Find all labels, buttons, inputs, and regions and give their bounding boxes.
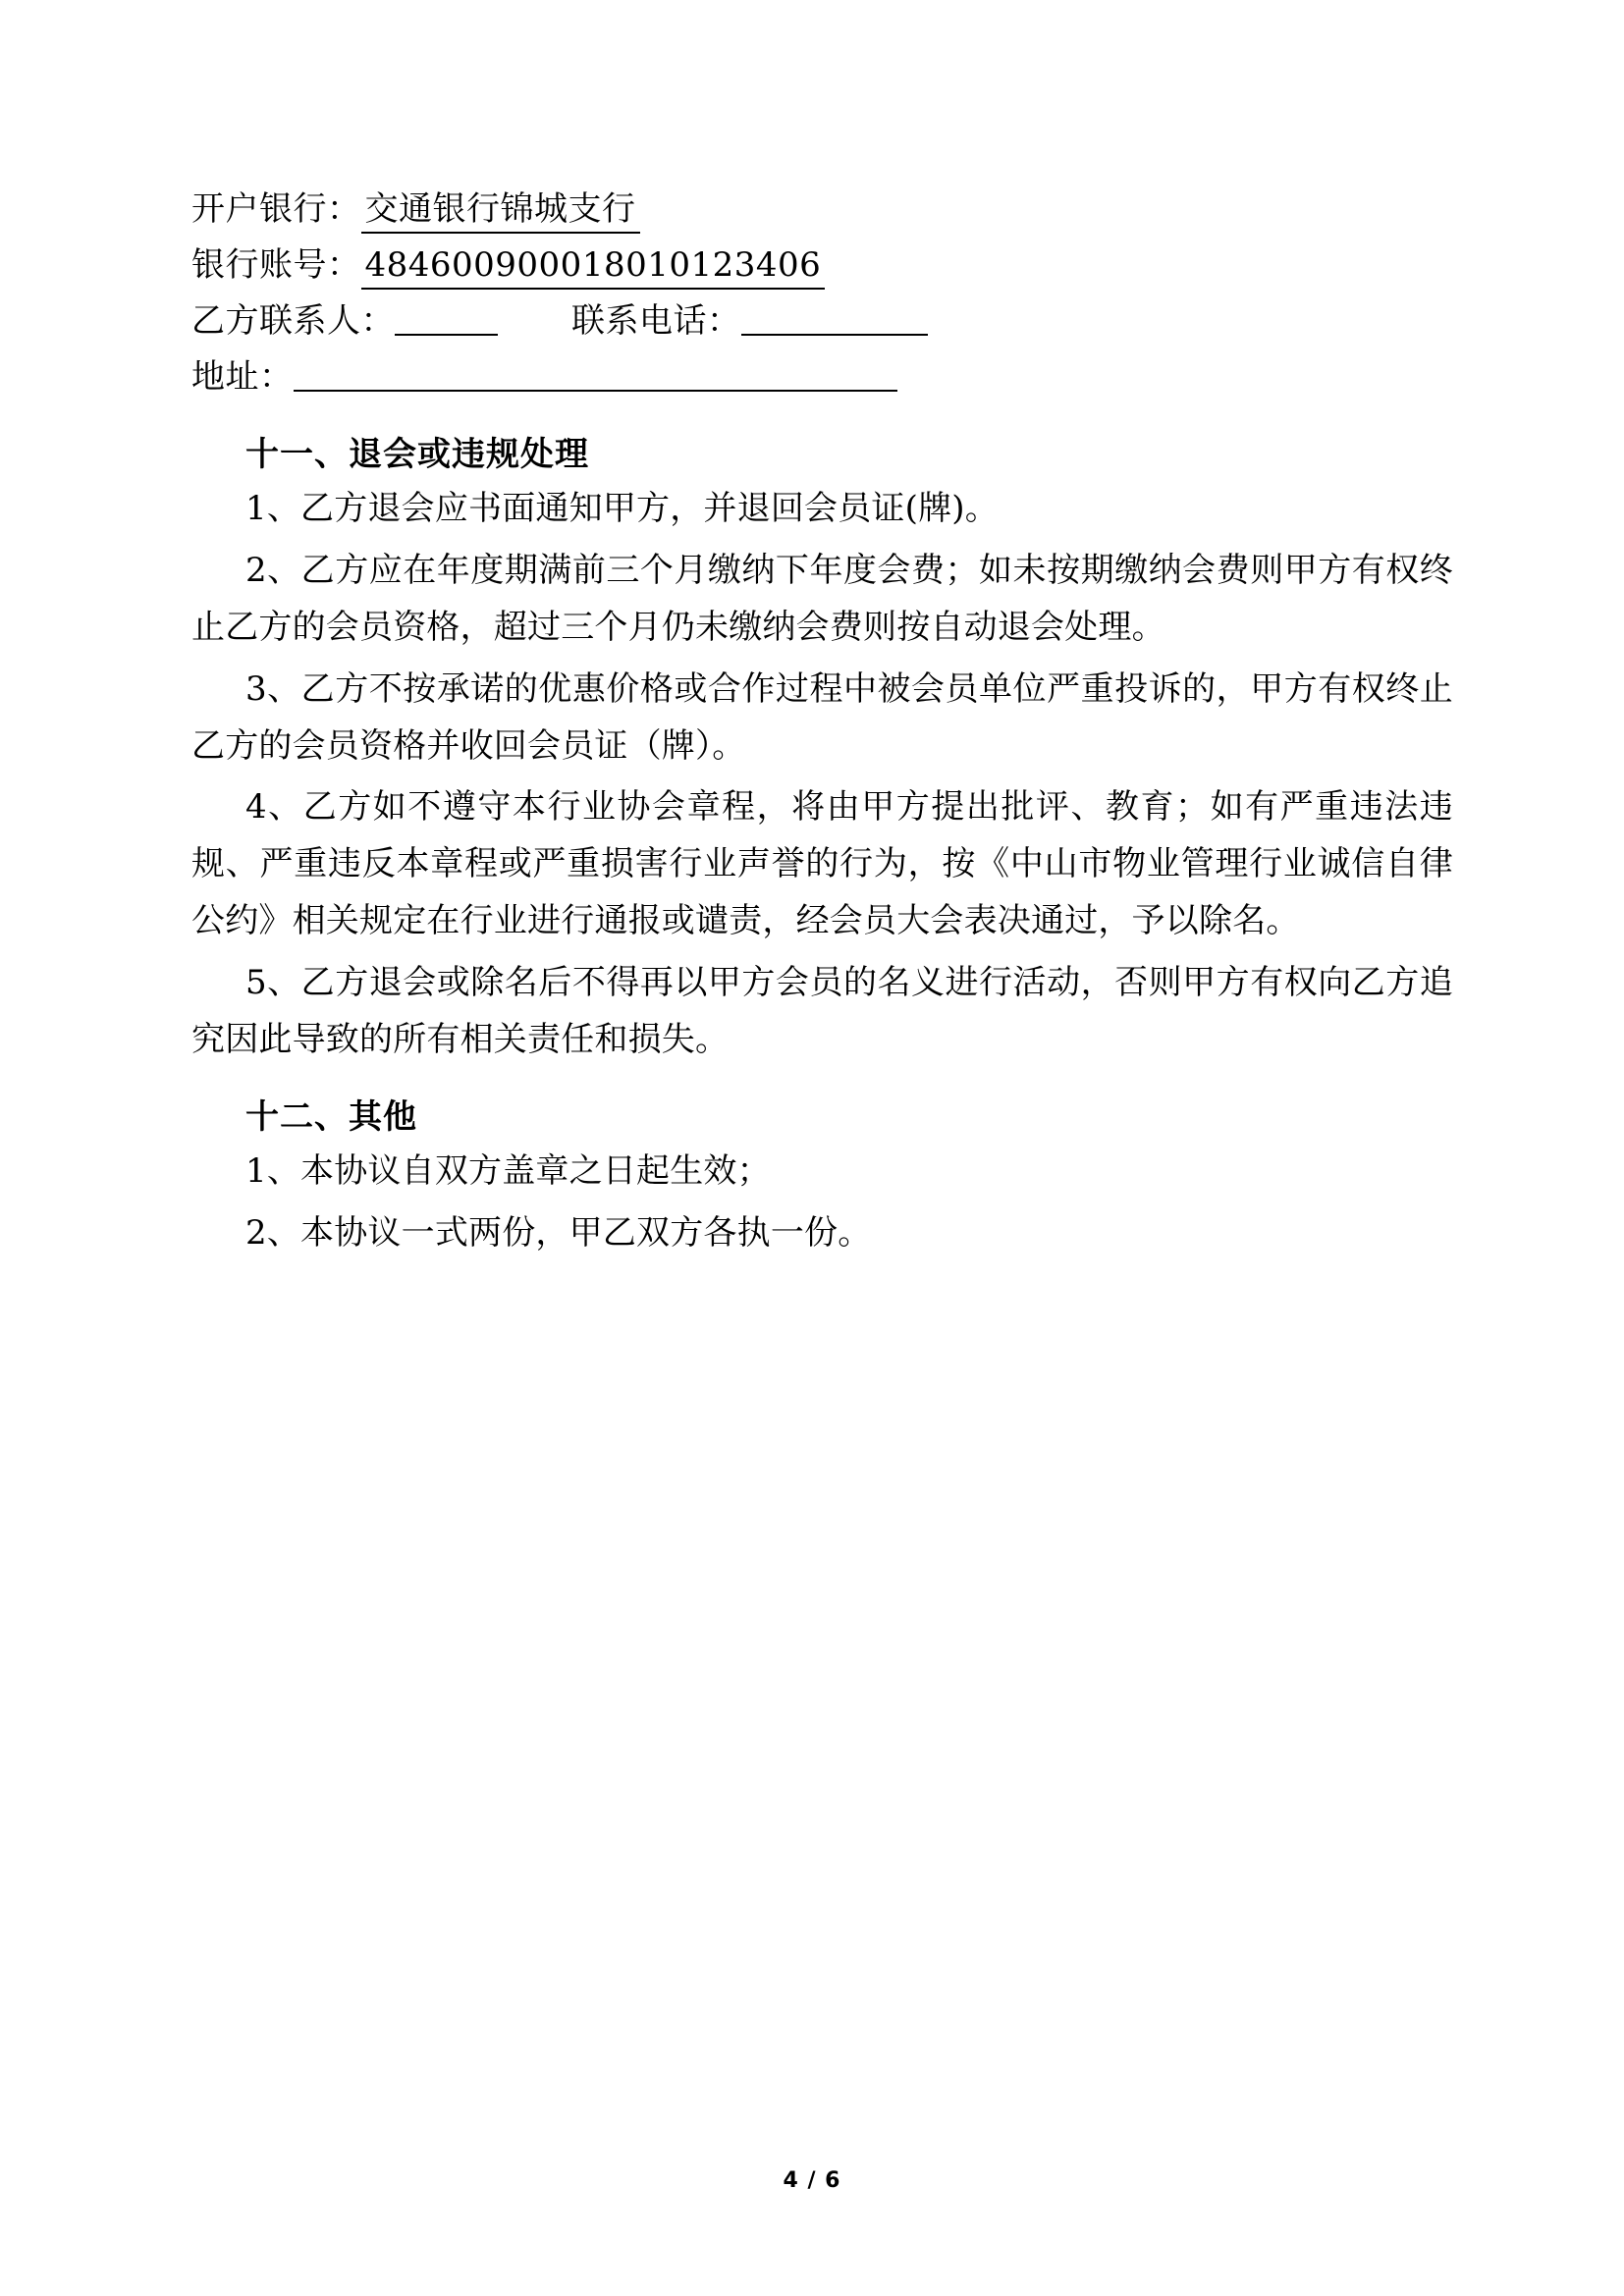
section-heading-11: 十一、退会或违规处理 [245, 435, 589, 475]
field-bank-account [191, 238, 1453, 294]
field-address-row [191, 349, 1453, 405]
field-bank-name [191, 182, 1453, 238]
section-12-paragraph-1: 1、本协议自双方盖章之日起生效； [245, 1151, 771, 1192]
page-number-footer: 4 / 6 [783, 2168, 841, 2193]
document-body [191, 182, 1453, 1262]
field-bank-name-label: 开户银行： [191, 189, 361, 229]
field-bank-account-label: 银行账号： [191, 245, 361, 286]
section-11-paragraph-5: 5、乙方退会或除名后不得再以甲方会员的名义进行活动，否则甲方有权向乙方追究因此导致的所有相关责任和损失。 [191, 962, 1453, 1059]
section-12-paragraph-2: 2、本协议一式两份，甲乙双方各执一份。 [245, 1213, 872, 1254]
section-11-paragraph-3: 3、乙方不按承诺的优惠价格或合作过程中被会员单位严重投诉的，甲方有权终止乙方的会员资格并收回会员证（牌）。 [191, 668, 1453, 766]
field-address-value-blank[interactable] [294, 360, 897, 392]
field-phone-label: 联系电话： [571, 301, 741, 342]
section-heading-12: 十二、其他 [245, 1097, 417, 1138]
field-address-label: 地址： [191, 357, 294, 398]
field-contact-row [191, 294, 1453, 349]
field-contact-label: 乙方联系人： [191, 301, 395, 342]
field-contact-value-blank[interactable] [395, 304, 498, 336]
section-11-paragraph-4: 4、乙方如不遵守本行业协会章程，将由甲方提出批评、教育；如有严重违法违规、严重违反本章程或严重损害行业声誉的行为，按《中山市物业管理行业诚信自律公约》相关规定在行业进行通报或谴责，经会员大会表决通过，予以除名。 [191, 787, 1453, 941]
section-11-paragraph-2: 2、乙方应在年度期满前三个月缴纳下年度会费；如未按期缴纳会费则甲方有权终止乙方的会员资格，超过三个月仍未缴纳会费则按自动退会处理。 [191, 551, 1453, 648]
field-phone-value-blank[interactable] [741, 304, 928, 336]
field-bank-name-value: 交通银行锦城支行 [361, 188, 640, 234]
section-11-paragraph-1: 1、乙方退会应书面通知甲方，并退回会员证(牌)。 [245, 489, 999, 529]
field-bank-account-value: 484600900018010123406 [361, 244, 826, 290]
